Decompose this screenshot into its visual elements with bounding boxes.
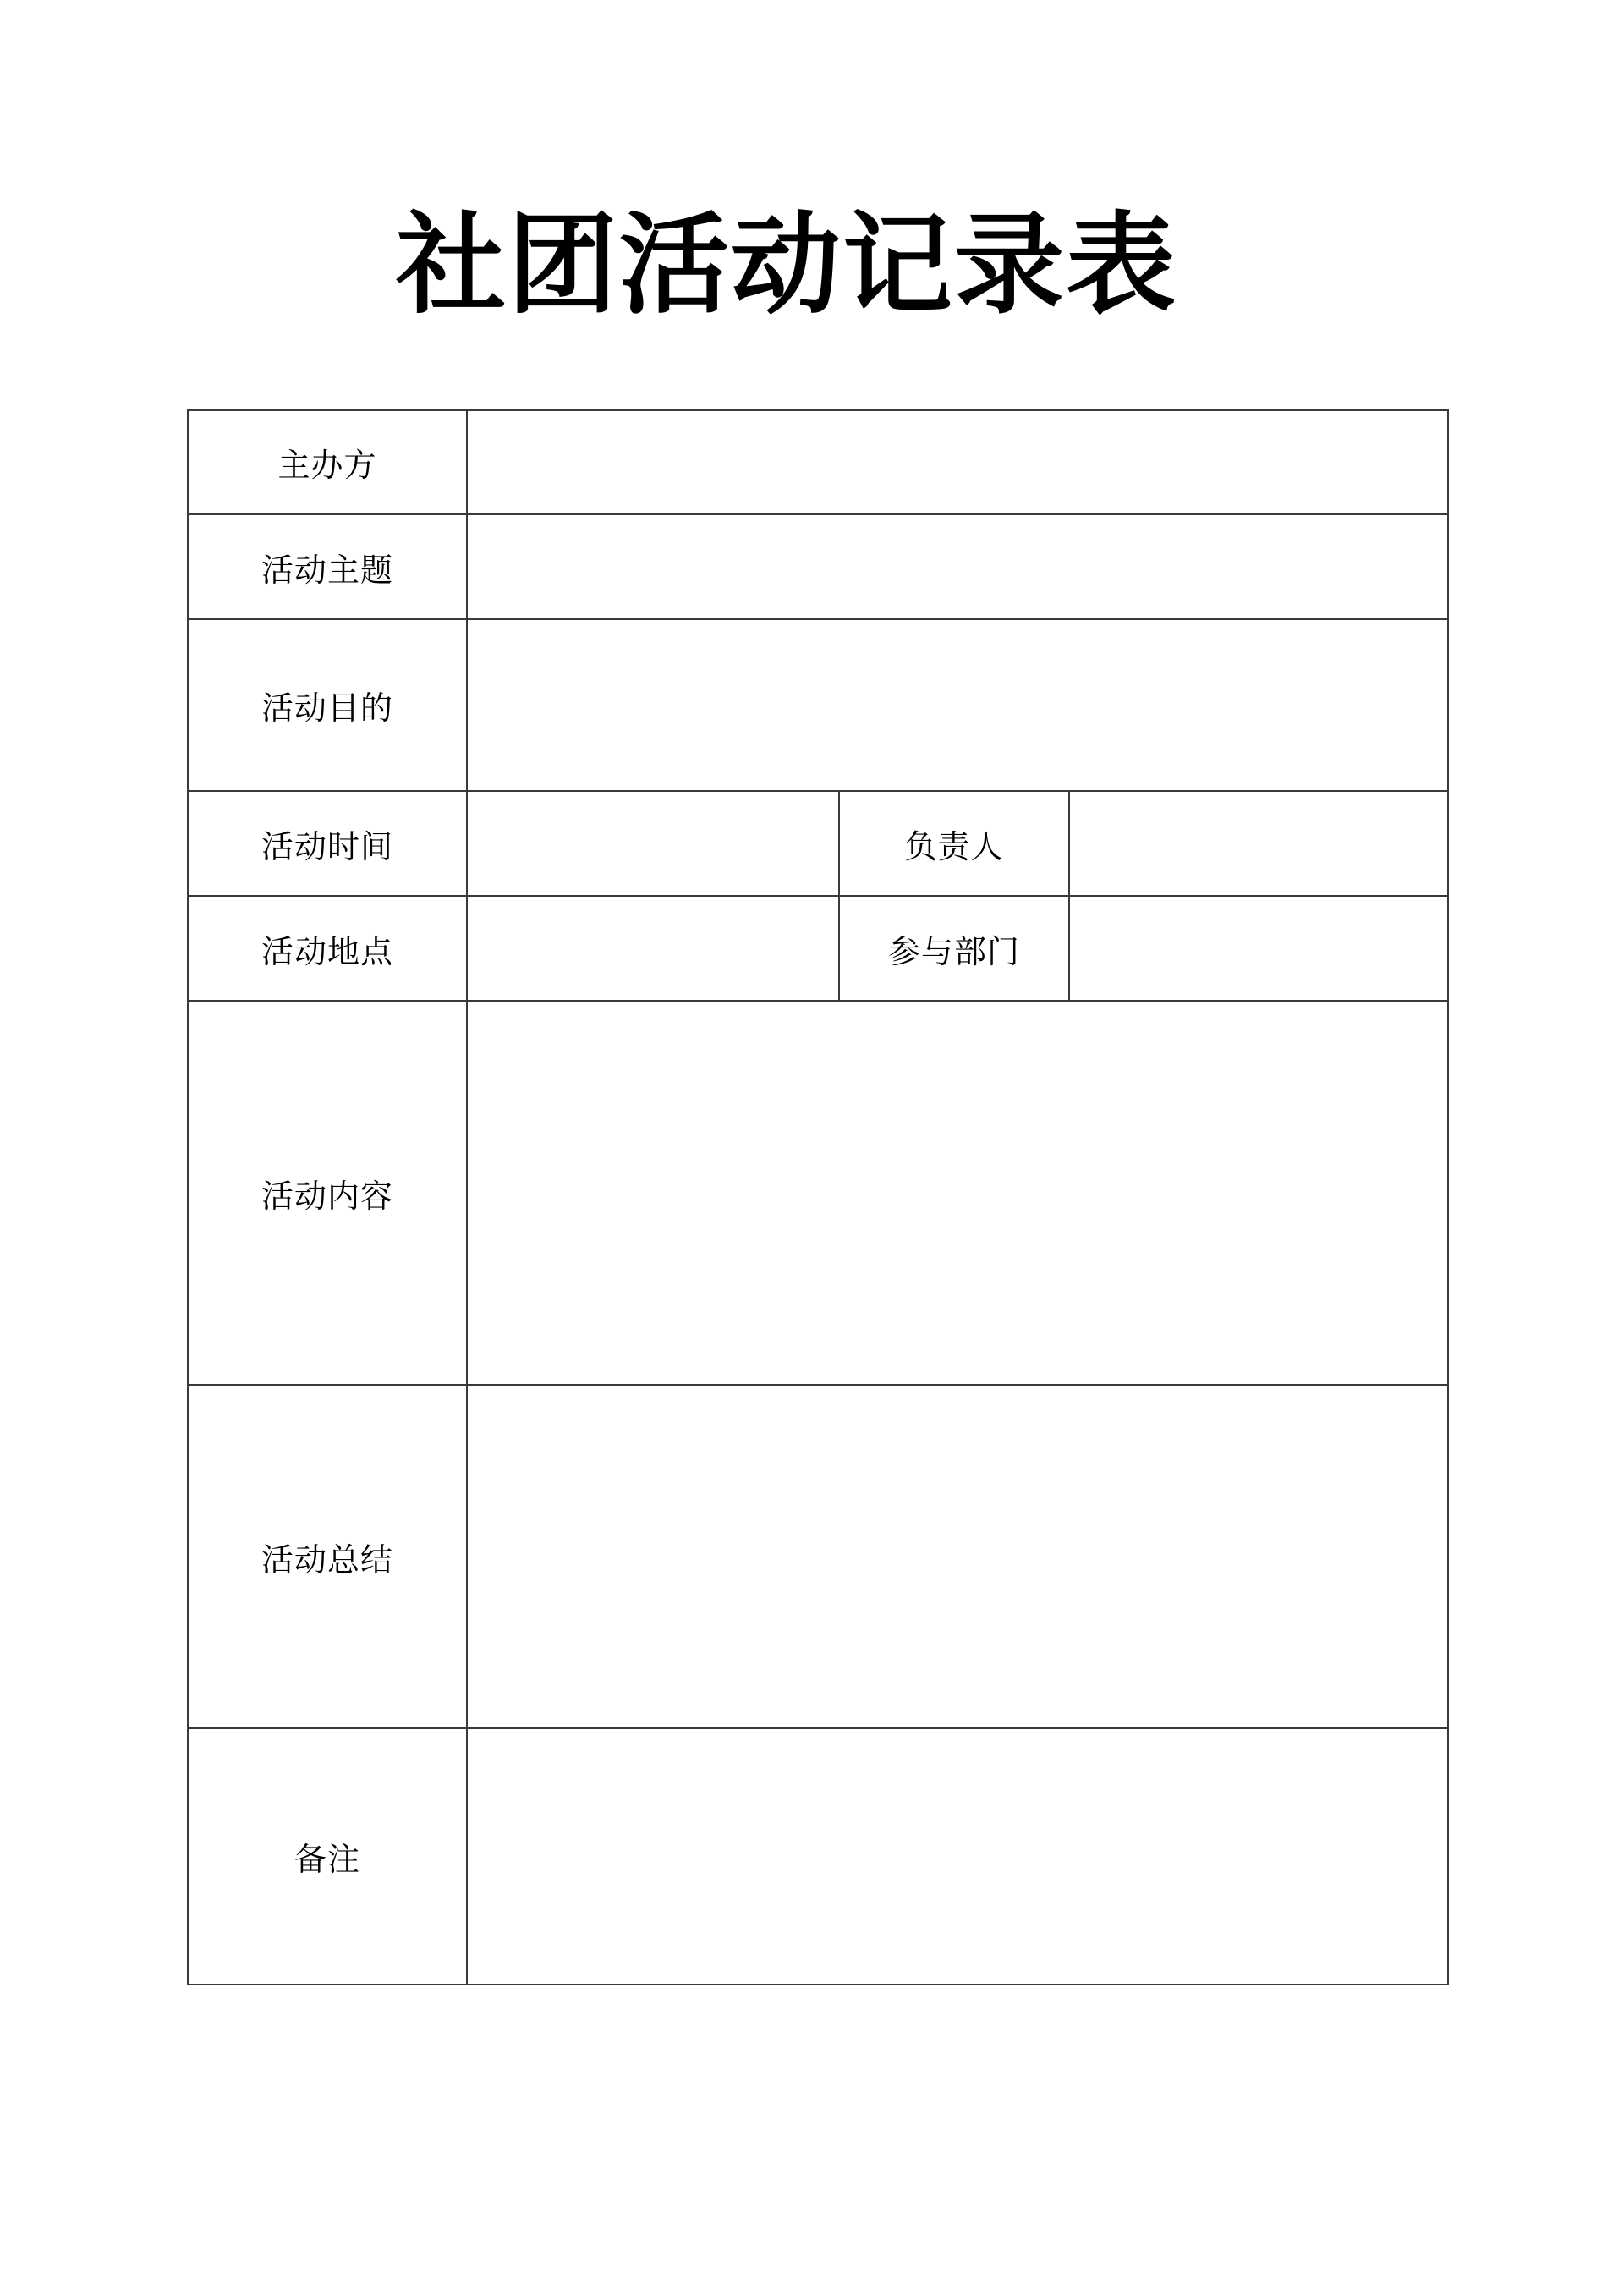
summary-label: 活动总结 (188, 1385, 467, 1728)
activity-record-table (187, 409, 1449, 1985)
theme-label: 活动主题 (188, 514, 467, 619)
purpose-label: 活动目的 (188, 619, 467, 791)
content-field[interactable] (467, 1001, 1448, 1385)
table-row (188, 1385, 1448, 1728)
purpose-field[interactable] (467, 619, 1448, 791)
person-in-charge-label: 负责人 (839, 791, 1069, 896)
organizer-label: 主办方 (188, 410, 467, 514)
time-field[interactable] (467, 791, 839, 896)
remarks-label: 备注 (188, 1728, 467, 1985)
departments-label: 参与部门 (839, 896, 1069, 1001)
table-row (188, 896, 1448, 1001)
theme-field[interactable] (467, 514, 1448, 619)
summary-field[interactable] (467, 1385, 1448, 1728)
table-row (188, 1001, 1448, 1385)
table-row (188, 514, 1448, 619)
location-label: 活动地点 (188, 896, 467, 1001)
departments-field[interactable] (1069, 896, 1448, 1001)
location-field[interactable] (467, 896, 839, 1001)
table-row (188, 791, 1448, 896)
organizer-field[interactable] (467, 410, 1448, 514)
page-title: 社团活动记录表 (395, 200, 1177, 329)
remarks-field[interactable] (467, 1728, 1448, 1985)
table-row (188, 619, 1448, 791)
time-label: 活动时间 (188, 791, 467, 896)
content-label: 活动内容 (188, 1001, 467, 1385)
table-row (188, 1728, 1448, 1985)
table-row (188, 410, 1448, 514)
person-in-charge-field[interactable] (1069, 791, 1448, 896)
